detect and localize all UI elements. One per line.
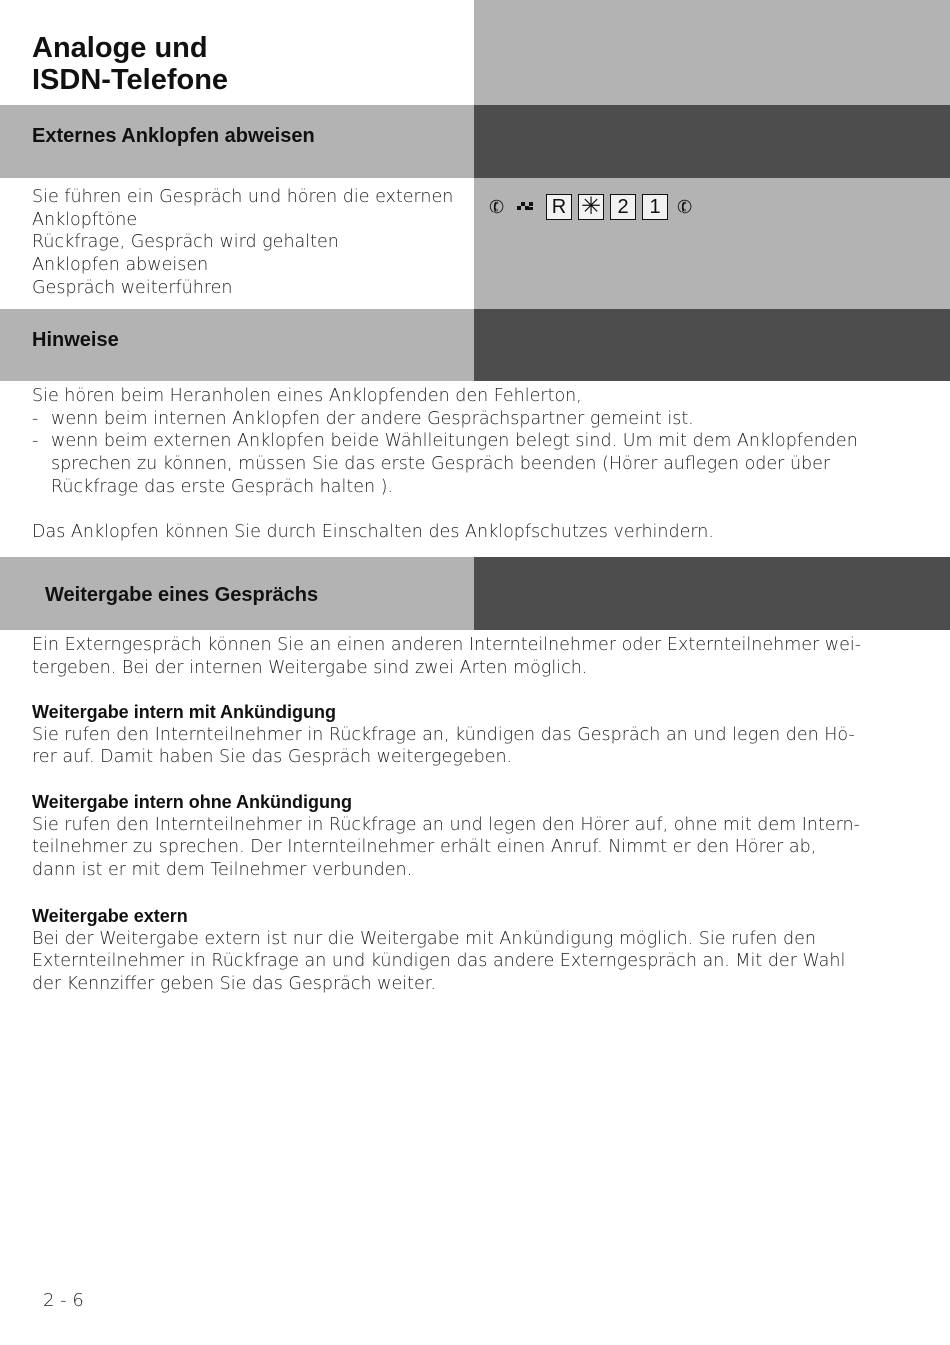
subsection-line: der Kennziffer geben Sie das Gespräch weiter. xyxy=(32,974,436,995)
subsection-title: Weitergabe intern ohne Ankündigung xyxy=(32,792,353,812)
notes-body xyxy=(32,385,858,499)
key-r: R xyxy=(546,194,572,220)
key-sequence xyxy=(486,194,696,220)
page-title-line1: Analoge und xyxy=(32,32,208,64)
key-2: 2 xyxy=(610,194,636,220)
notes-footer xyxy=(32,521,714,544)
notes-item-line: Rückfrage das erste Gespräch halten ). xyxy=(51,476,394,497)
section-bar-notes-right xyxy=(474,309,950,381)
subsection-line: Bei der Weitergabe extern ist nur die Weitergabe mit Ankündigung möglich. Sie rufen den xyxy=(32,928,816,949)
notes-footer-line: Das Anklopfen können Sie durch Einschalten des Anklopfschutzes verhindern. xyxy=(32,522,714,542)
section-bar-reject-right xyxy=(474,105,950,178)
header-gray-block xyxy=(474,0,950,105)
page-title xyxy=(32,32,228,96)
key-1: 1 xyxy=(642,194,668,220)
section-heading-notes: Hinweise xyxy=(32,329,119,351)
transfer-intro-line: tergeben. Bei der internen Weitergabe sind zwei Arten möglich. xyxy=(32,657,588,678)
list-dash: - xyxy=(32,431,39,452)
key-star: ✳ xyxy=(578,194,604,220)
subsection-line: dann ist er mit dem Teilnehmer verbunden. xyxy=(32,860,413,881)
reject-step-line: Anklopfen abweisen xyxy=(32,255,209,276)
notes-item-line: wenn beim externen Anklopfen beide Wählleitungen belegt sind. Um mit dem Anklopfenden xyxy=(51,431,858,452)
transfer-subsection xyxy=(32,905,845,996)
subsection-line: Externteilnehmer in Rückfrage an und kündigen das andere Externgespräch an. Mit der Wahl xyxy=(32,951,846,972)
handset-icon: ✆ xyxy=(486,194,508,220)
subsection-title: Weitergabe intern mit Ankündigung xyxy=(32,702,337,722)
section-heading-reject: Externes Anklopfen abweisen xyxy=(32,125,315,147)
subsection-line: Sie rufen den Internteilnehmer in Rückfrage an und legen den Hörer auf, ohne mit dem Intern- xyxy=(32,814,860,835)
reject-step-line: Rückfrage, Gespräch wird gehalten xyxy=(32,232,339,253)
transfer-subsection xyxy=(32,701,855,769)
reject-step-line: Sie führen ein Gespräch und hören die externen xyxy=(32,187,454,207)
notes-list-item xyxy=(32,430,858,498)
transfer-subsection xyxy=(32,791,860,882)
transfer-intro-line: Ein Externgespräch können Sie an einen anderen Internteilnehmer oder Externteilnehmer wei- xyxy=(32,635,862,655)
section-heading-transfer: Weitergabe eines Gesprächs xyxy=(45,584,319,606)
page-number: 2 - 6 xyxy=(43,1290,84,1311)
subsection-line: rer auf. Damit haben Sie das Gespräch weitergegeben. xyxy=(32,747,513,768)
subsection-title: Weitergabe extern xyxy=(32,906,188,926)
reject-steps xyxy=(32,186,453,300)
flash-icon xyxy=(516,200,536,214)
reject-step-line: Gespräch weiterführen xyxy=(32,277,233,298)
handset-icon: ✆ xyxy=(674,194,696,220)
subsection-line: teilnehmer zu sprechen. Der Internteilnehmer erhält einen Anruf. Nimmt er den Hörer ab, xyxy=(32,837,817,858)
notes-item-line: sprechen zu können, müssen Sie das erste Gespräch beenden (Hörer auflegen oder über xyxy=(51,454,831,475)
list-dash: - xyxy=(32,408,39,429)
reject-step-line: Anklopftöne xyxy=(32,209,138,230)
notes-list-item xyxy=(32,408,858,431)
notes-item-line: wenn beim internen Anklopfen der andere Gesprächspartner gemeint ist. xyxy=(51,408,694,429)
subsection-line: Sie rufen den Internteilnehmer in Rückfrage an, kündigen das Gespräch an und legen den Hö- xyxy=(32,724,855,745)
notes-intro: Sie hören beim Heranholen eines Anklopfenden den Fehlerton, xyxy=(32,386,582,406)
page-title-line2: ISDN-Telefone xyxy=(32,64,229,96)
transfer-intro xyxy=(32,634,861,679)
section-bar-transfer-right xyxy=(474,557,950,630)
